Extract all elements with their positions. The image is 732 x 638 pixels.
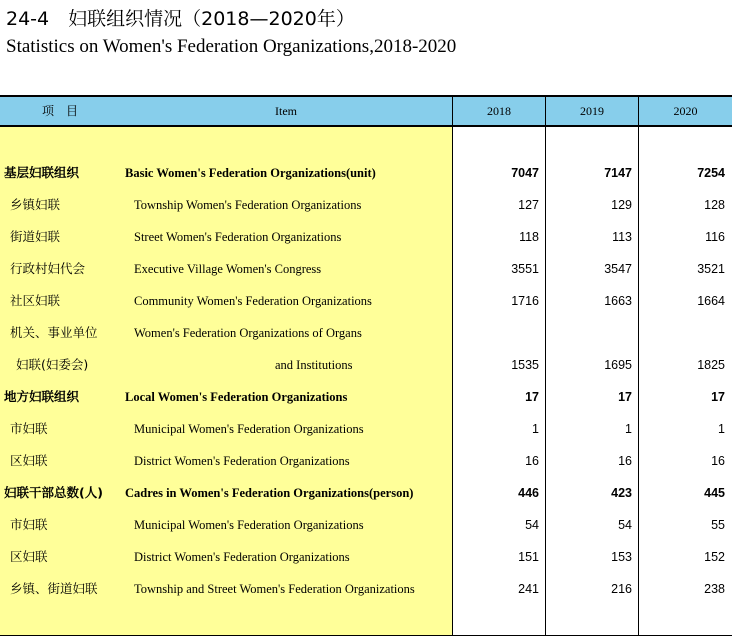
table-row — [0, 285, 732, 317]
row-value-2019: 1 — [625, 422, 632, 436]
row-value-2018: 151 — [518, 550, 539, 564]
row-value-2020 — [639, 317, 725, 349]
row-label-en: District Women's Federation Organizations — [134, 550, 350, 564]
row-label-en: Basic Women's Federation Organizations(unit) — [125, 166, 376, 180]
table-row — [0, 221, 732, 253]
table-bottom-rule — [0, 635, 732, 636]
row-value-2019: 216 — [611, 582, 632, 596]
row-value-2019: 16 — [618, 454, 632, 468]
row-value-2020: 17 — [711, 390, 725, 404]
table-row — [0, 541, 732, 573]
row-label-en: Local Women's Federation Organizations — [125, 390, 348, 404]
row-value-2018: 1535 — [511, 358, 539, 372]
header-item-en: Item — [275, 104, 297, 118]
table-row — [0, 189, 732, 221]
row-value-2020: 152 — [704, 550, 725, 564]
row-value-2018: 17 — [525, 390, 539, 404]
row-value-2018: 54 — [525, 518, 539, 532]
table-row — [0, 509, 732, 541]
row-label-cn: 机关、事业单位 — [10, 325, 98, 340]
row-label-cn: 街道妇联 — [10, 229, 61, 244]
header-year-2019: 2019 — [580, 104, 604, 118]
row-value-2020: 1825 — [697, 358, 725, 372]
row-label-cn: 市妇联 — [10, 517, 48, 532]
row-label-en: Community Women's Federation Organizations — [134, 294, 372, 308]
row-value-2019: 1663 — [604, 294, 632, 308]
row-value-2019: 1695 — [604, 358, 632, 372]
table-row — [0, 317, 732, 349]
row-value-2020: 1664 — [697, 294, 725, 308]
row-label-en: Street Women's Federation Organizations — [134, 230, 342, 244]
row-label-en: Women's Federation Organizations of Organs — [134, 326, 362, 340]
row-label-cn: 社区妇联 — [10, 293, 61, 308]
row-value-2018: 1 — [532, 422, 539, 436]
row-label-cn: 市妇联 — [10, 421, 48, 436]
table-row — [0, 381, 732, 413]
table-row — [0, 413, 732, 445]
row-value-2020: 1 — [718, 422, 725, 436]
row-value-2020: 116 — [705, 230, 725, 244]
row-value-2020: 16 — [711, 454, 725, 468]
row-label-cn: 行政村妇代会 — [10, 261, 86, 276]
row-value-2020: 445 — [704, 486, 725, 500]
row-label-cn: 区妇联 — [10, 453, 48, 468]
table-row — [0, 445, 732, 477]
row-label-cn: 地方妇联组织 — [4, 389, 80, 404]
row-value-2020: 55 — [711, 518, 725, 532]
row-value-2018: 3551 — [511, 262, 539, 276]
statistics-table — [0, 95, 732, 637]
table-row — [0, 477, 732, 509]
row-label-cn: 乡镇妇联 — [10, 197, 61, 212]
row-value-2019 — [546, 317, 632, 349]
row-value-2018: 1716 — [511, 294, 539, 308]
row-value-2020: 238 — [704, 582, 725, 596]
row-label-en: Municipal Women's Federation Organizations — [134, 422, 364, 436]
row-label-en: Executive Village Women's Congress — [134, 262, 322, 276]
page-title-chinese: 24-4 妇联组织情况（2018—2020年） — [6, 8, 355, 30]
row-value-2019: 153 — [611, 550, 632, 564]
row-value-2018: 7047 — [511, 166, 539, 180]
row-label-cn: 基层妇联组织 — [4, 165, 80, 180]
row-value-2018: 127 — [518, 198, 539, 212]
row-value-2018: 241 — [518, 582, 539, 596]
header-year-2020: 2020 — [673, 104, 698, 118]
row-value-2020: 7254 — [697, 166, 725, 180]
row-value-2018: 118 — [519, 230, 539, 244]
row-value-2018: 16 — [525, 454, 539, 468]
row-label-cn: 区妇联 — [10, 549, 48, 564]
row-value-2019: 54 — [618, 518, 632, 532]
row-label-cn: 妇联(妇委会) — [16, 357, 89, 372]
row-value-2019: 3547 — [604, 262, 632, 276]
header-year-2018: 2018 — [487, 104, 511, 118]
row-value-2019: 7147 — [604, 166, 632, 180]
row-label-en: Township Women's Federation Organizations — [134, 198, 362, 212]
row-label-en: and Institutions — [275, 358, 353, 372]
row-value-2019: 129 — [611, 198, 632, 212]
row-value-2019: 423 — [611, 486, 632, 500]
row-value-2018 — [453, 317, 539, 349]
row-label-en: Cadres in Women's Federation Organizations(person) — [125, 486, 414, 500]
header-item-cn: 项 目 — [41, 104, 78, 118]
row-label-cn: 妇联干部总数(人) — [4, 485, 103, 500]
row-label-en: Municipal Women's Federation Organizations — [134, 518, 364, 532]
row-label-en: Township and Street Women's Federation Organizations — [134, 582, 415, 596]
row-value-2019: 113 — [612, 230, 632, 244]
row-label-en: District Women's Federation Organizations — [134, 454, 350, 468]
row-value-2019: 17 — [618, 390, 632, 404]
table-row — [0, 573, 732, 605]
table-row — [0, 253, 732, 285]
table-row — [0, 349, 732, 381]
row-value-2020: 128 — [704, 198, 725, 212]
row-label-cn: 乡镇、街道妇联 — [10, 581, 98, 596]
row-value-2020: 3521 — [697, 262, 725, 276]
table-row — [0, 157, 732, 189]
row-value-2018: 446 — [518, 486, 539, 500]
page-title-english: Statistics on Women's Federation Organizations,2018-2020 — [6, 36, 457, 57]
